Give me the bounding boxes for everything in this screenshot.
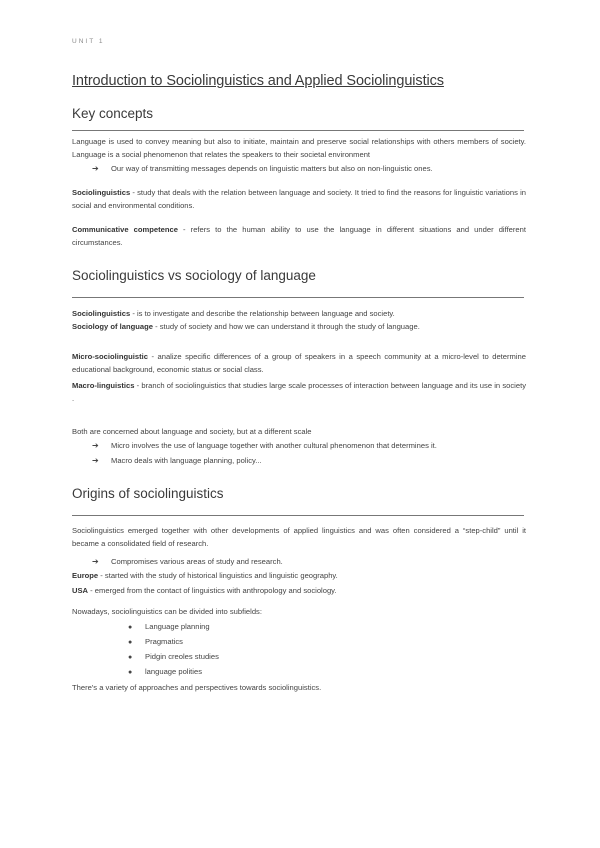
divider — [72, 130, 524, 131]
definition-sociology-of-language: Sociology of language - study of society and how we can understand it through the study of language. — [72, 322, 420, 331]
list-item: ➔ Macro deals with language planning, policy... — [92, 455, 262, 468]
arrow-icon: ➔ — [92, 164, 99, 173]
definition-communicative-competence: Communicative competence - refers to the human ability to use the language in different situations and under different circumstances. — [72, 225, 526, 247]
definition-usa: USA - emerged from the contact of linguistics with anthropology and sociology. — [72, 586, 337, 595]
list-item: ● Language planning — [128, 621, 210, 635]
bullet-icon: ● — [128, 639, 133, 646]
paragraph-closing: There's a variety of approaches and perspectives towards sociolinguistics. — [72, 683, 322, 692]
definition-europe: Europe - started with the study of historical linguistics and linguistic geography. — [72, 571, 338, 580]
bullet-icon: ● — [128, 669, 133, 676]
heading-vs: Sociolinguistics vs sociology of language — [72, 268, 316, 283]
arrow-icon: ➔ — [92, 557, 99, 566]
paragraph-both: Both are concerned about language and society, but at a different scale — [72, 427, 312, 436]
heading-key-concepts: Key concepts — [72, 106, 154, 121]
paragraph-language-intro: Language is used to convey meaning but also to initiate, maintain and preserve social relationships with others members of society. Language is a social phenomenon that relates the speakers to their societal environment — [72, 137, 526, 159]
list-item: ➔ Micro involves the use of language together with another cultural phenomenon that determines it. — [92, 440, 437, 453]
paragraph-nowadays: Nowadays, sociolinguistics can be divided into subfields: — [72, 607, 262, 616]
list-item: ● Pragmatics — [128, 636, 183, 650]
bullet-icon: ● — [128, 654, 133, 661]
unit-label: UNIT 1 — [72, 38, 105, 45]
definition-micro: Micro-sociolinguistic - analize specific differences of a group of speakers in a speech community at a micro-level to determine educational background, economic status or social class. — [72, 352, 526, 374]
divider — [72, 515, 524, 516]
arrow-icon: ➔ — [92, 441, 99, 450]
definition-macro: Macro-linguistics - branch of sociolinguistics that studies large scale processes of interaction between language and its use in society . — [72, 381, 526, 403]
definition-sociolinguistics-2: Sociolinguistics - is to investigate and describe the relationship between language and society. — [72, 309, 395, 318]
list-item: ➔ Compromises various areas of study and research. — [92, 556, 283, 569]
list-item: ● language polities — [128, 666, 202, 680]
definition-sociolinguistics: Sociolinguistics - study that deals with the relation between language and society. It tried to find the reasons for linguistic variations in social and environmental conditions. — [72, 188, 526, 210]
heading-origins: Origins of sociolinguistics — [72, 486, 224, 501]
bullet-icon: ● — [128, 624, 133, 631]
paragraph-origins-intro: Sociolinguistics emerged together with other developments of applied linguistics and was often considered a “step-child” until it became a consolidated field of research. — [72, 526, 526, 548]
list-item: ● Pidgin creoles studies — [128, 651, 219, 665]
document-title: Introduction to Sociolinguistics and Applied Sociolinguistics — [72, 73, 444, 89]
divider — [72, 297, 524, 298]
list-item: ➔ Our way of transmitting messages depends on linguistic matters but also on non-linguistic ones. — [92, 163, 433, 176]
arrow-icon: ➔ — [92, 456, 99, 465]
